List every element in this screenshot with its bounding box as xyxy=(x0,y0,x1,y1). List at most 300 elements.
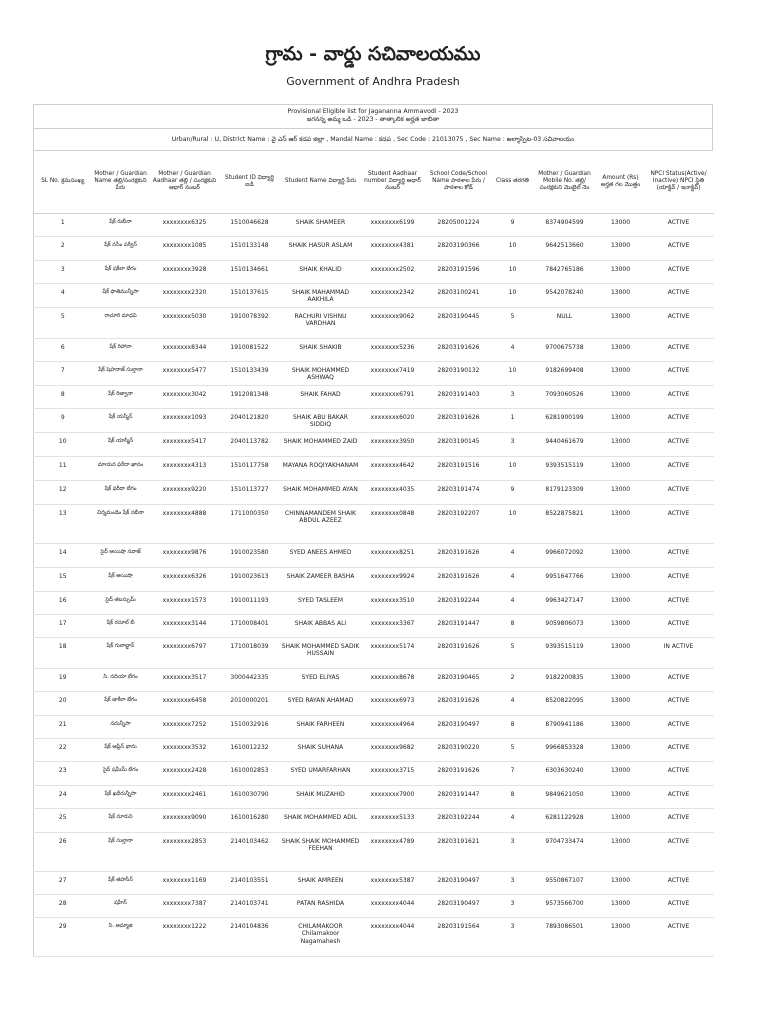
cell-amount: 13000 xyxy=(598,408,644,432)
cell-school-code: 28203191626 xyxy=(424,761,494,785)
cell-mother-aadhaar: xxxxxxxx2428 xyxy=(150,761,220,785)
cell-student-aadhaar: xxxxxxxx5236 xyxy=(362,338,424,361)
cell-school-code: 28203190445 xyxy=(424,307,494,338)
cell-amount: 13000 xyxy=(598,668,644,691)
col-mother-aadhaar: Mother / Guardian Aadhaar తల్లి / సంరక్షకుని ఆధార్ నంబర్ xyxy=(150,151,220,213)
cell-mother-aadhaar: xxxxxxxx2320 xyxy=(150,283,220,307)
cell-school-code: 28203191626 xyxy=(424,543,494,567)
cell-mother-aadhaar: xxxxxxxx9090 xyxy=(150,808,220,832)
cell-student-name: SYED ANEES AHMED xyxy=(280,543,362,567)
cell-school-code: 28203191626 xyxy=(424,567,494,591)
cell-school-code: 28203191626 xyxy=(424,408,494,432)
cell-student-name: SHAIK MOHAMMED AYAN xyxy=(280,480,362,504)
cell-npci-status: ACTIVE xyxy=(644,871,714,894)
table-row xyxy=(34,361,714,385)
cell-mother-aadhaar: xxxxxxxx1222 xyxy=(150,917,220,956)
cell-sl-no: 16 xyxy=(34,591,92,614)
cell-student-id: 2140104836 xyxy=(220,917,280,956)
cell-mother-aadhaar: xxxxxxxx6326 xyxy=(150,567,220,591)
cell-mother-aadhaar: xxxxxxxx1085 xyxy=(150,236,220,260)
cell-mother-aadhaar: xxxxxxxx6458 xyxy=(150,691,220,715)
cell-student-id: 1910011193 xyxy=(220,591,280,614)
cell-class: 3 xyxy=(494,871,532,894)
cell-school-code: 28203192207 xyxy=(424,504,494,543)
cell-student-aadhaar: xxxxxxxx2502 xyxy=(362,260,424,283)
cell-amount: 13000 xyxy=(598,361,644,385)
table-row xyxy=(34,808,714,832)
cell-student-name: RACHURI VISHNU VARDHAN xyxy=(280,307,362,338)
cell-mobile: 9704733474 xyxy=(532,832,598,871)
cell-student-aadhaar: xxxxxxxx6973 xyxy=(362,691,424,715)
cell-sl-no: 18 xyxy=(34,637,92,668)
cell-mother-name: చిన్నమండెం షేక్ సబీనా xyxy=(92,504,150,543)
cell-student-id: 1510046628 xyxy=(220,213,280,236)
cell-student-name: SYED UMARFARHAN xyxy=(280,761,362,785)
cell-student-id: 2010000201 xyxy=(220,691,280,715)
cell-npci-status: ACTIVE xyxy=(644,591,714,614)
cell-mother-name: షేక్ తహసీన్ xyxy=(92,871,150,894)
cell-student-id: 1910023613 xyxy=(220,567,280,591)
cell-class: 10 xyxy=(494,236,532,260)
cell-mother-name: షేక్ జాకీరా బేగం xyxy=(92,691,150,715)
cell-student-name: SYED RAYAN AHAMAD xyxy=(280,691,362,715)
cell-sl-no: 6 xyxy=(34,338,92,361)
cell-student-name: MAYANA ROQIYAKHANAM xyxy=(280,456,362,480)
table-row xyxy=(34,385,714,408)
cell-student-name: SHAIK MOHAMMED ASHWAQ xyxy=(280,361,362,385)
cell-student-aadhaar: xxxxxxxx4035 xyxy=(362,480,424,504)
cell-amount: 13000 xyxy=(598,385,644,408)
table-row xyxy=(34,871,714,894)
cell-student-aadhaar: xxxxxxxx7419 xyxy=(362,361,424,385)
table-row xyxy=(34,917,714,956)
cell-student-id: 1910023580 xyxy=(220,543,280,567)
col-sl-no: SL No. క్రమసంఖ్య xyxy=(34,151,92,213)
cell-class: 5 xyxy=(494,637,532,668)
cell-student-id: 1510134661 xyxy=(220,260,280,283)
cell-mother-name: షేక్ ఖదీరున్నీసా xyxy=(92,785,150,808)
cell-class: 4 xyxy=(494,543,532,567)
cell-student-aadhaar: xxxxxxxx8251 xyxy=(362,543,424,567)
cell-school-code: 28203192244 xyxy=(424,808,494,832)
cell-amount: 13000 xyxy=(598,832,644,871)
cell-mother-name: సైద్ షమీమ్ బేగం xyxy=(92,761,150,785)
cell-amount: 13000 xyxy=(598,236,644,260)
table-row xyxy=(34,260,714,283)
cell-student-id: 1510113727 xyxy=(220,480,280,504)
cell-school-code: 28203100241 xyxy=(424,283,494,307)
cell-student-name: SHAIK ABBAS ALI xyxy=(280,614,362,637)
cell-mother-name: షేక్ యాస్మీన్ xyxy=(92,432,150,456)
cell-class: 7 xyxy=(494,761,532,785)
list-info-box xyxy=(33,104,713,151)
cell-sl-no: 7 xyxy=(34,361,92,385)
cell-class: 10 xyxy=(494,456,532,480)
table-body xyxy=(34,213,714,956)
cell-mobile: 8790941186 xyxy=(532,715,598,738)
cell-school-code: 28203190497 xyxy=(424,715,494,738)
cell-amount: 13000 xyxy=(598,504,644,543)
cell-mother-name: షేక్ నూరుని xyxy=(92,808,150,832)
cell-student-id: 1710008401 xyxy=(220,614,280,637)
cell-mobile: 9182200835 xyxy=(532,668,598,691)
cell-student-name: CHILAMAKOOR Chilamakoor Nagamahesh xyxy=(280,917,362,956)
page-title-english: Government of Andhra Pradesh xyxy=(286,75,460,88)
cell-mother-name: మాయన ఫరీదా ఖానం xyxy=(92,456,150,480)
col-npci-status: NPCI Status(Active/ Inactive) NPCI స్థితి (యాక్టివ్ / ఇనాక్టివ్) xyxy=(644,151,714,213)
cell-student-id: 1910078392 xyxy=(220,307,280,338)
table-row xyxy=(34,614,714,637)
cell-school-code: 28203190497 xyxy=(424,871,494,894)
cell-mother-name: షేక్ రిజ్వానా xyxy=(92,385,150,408)
cell-student-id: 1610002853 xyxy=(220,761,280,785)
cell-school-code: 28203191626 xyxy=(424,637,494,668)
cell-amount: 13000 xyxy=(598,637,644,668)
cell-school-code: 28203191626 xyxy=(424,691,494,715)
cell-amount: 13000 xyxy=(598,307,644,338)
cell-student-aadhaar: xxxxxxxx0848 xyxy=(362,504,424,543)
cell-student-id: 1910081522 xyxy=(220,338,280,361)
cell-student-name: SHAIK MUZAHID xyxy=(280,785,362,808)
cell-npci-status: ACTIVE xyxy=(644,385,714,408)
cell-npci-status: ACTIVE xyxy=(644,808,714,832)
cell-school-code: 28203191447 xyxy=(424,785,494,808)
cell-class: 8 xyxy=(494,785,532,808)
cell-school-code: 28203192244 xyxy=(424,591,494,614)
cell-student-aadhaar: xxxxxxxx3367 xyxy=(362,614,424,637)
cell-mother-name: సైద్ తబస్సుమ్ xyxy=(92,591,150,614)
cell-student-aadhaar: xxxxxxxx7900 xyxy=(362,785,424,808)
cell-class: 9 xyxy=(494,213,532,236)
cell-class: 8 xyxy=(494,715,532,738)
cell-school-code: 28203191516 xyxy=(424,456,494,480)
cell-student-name: SHAIK KHALID xyxy=(280,260,362,283)
cell-student-id: 1510133148 xyxy=(220,236,280,260)
cell-mother-aadhaar: xxxxxxxx5417 xyxy=(150,432,220,456)
cell-mobile: 6303630240 xyxy=(532,761,598,785)
cell-npci-status: ACTIVE xyxy=(644,567,714,591)
cell-mobile: 9642513660 xyxy=(532,236,598,260)
cell-mobile: 9059806073 xyxy=(532,614,598,637)
table-row xyxy=(34,543,714,567)
cell-sl-no: 12 xyxy=(34,480,92,504)
cell-student-aadhaar: xxxxxxxx8678 xyxy=(362,668,424,691)
cell-school-code: 28203191621 xyxy=(424,832,494,871)
cell-student-id: 1610030790 xyxy=(220,785,280,808)
cell-student-aadhaar: xxxxxxxx9062 xyxy=(362,307,424,338)
cell-student-aadhaar: xxxxxxxx5174 xyxy=(362,637,424,668)
cell-student-id: 2140103741 xyxy=(220,894,280,917)
cell-amount: 13000 xyxy=(598,260,644,283)
cell-class: 4 xyxy=(494,591,532,614)
cell-mother-aadhaar: xxxxxxxx6797 xyxy=(150,637,220,668)
cell-student-aadhaar: xxxxxxxx5387 xyxy=(362,871,424,894)
cell-npci-status: ACTIVE xyxy=(644,715,714,738)
cell-student-id: 1610012232 xyxy=(220,738,280,761)
cell-student-aadhaar: xxxxxxxx6791 xyxy=(362,385,424,408)
cell-student-id: 2040113782 xyxy=(220,432,280,456)
cell-student-name: SHAIK MOHAMMED ZAID xyxy=(280,432,362,456)
page-title-telugu: గ్రామ - వార్డు సచివాలయము xyxy=(265,43,481,65)
cell-amount: 13000 xyxy=(598,480,644,504)
cell-class: 3 xyxy=(494,832,532,871)
cell-mother-name: షేక్ ఫాతిమున్నీసా xyxy=(92,283,150,307)
cell-school-code: 28203190497 xyxy=(424,894,494,917)
cell-student-name: SHAIK SHAMEER xyxy=(280,213,362,236)
cell-student-aadhaar: xxxxxxxx2342 xyxy=(362,283,424,307)
cell-mobile: 9700675738 xyxy=(532,338,598,361)
cell-mother-aadhaar: xxxxxxxx3517 xyxy=(150,668,220,691)
cell-amount: 13000 xyxy=(598,738,644,761)
cell-mother-name: నదున్నీసా xyxy=(92,715,150,738)
cell-school-code: 28203190465 xyxy=(424,668,494,691)
cell-sl-no: 29 xyxy=(34,917,92,956)
list-title-block xyxy=(34,105,712,129)
cell-amount: 13000 xyxy=(598,456,644,480)
cell-sl-no: 22 xyxy=(34,738,92,761)
cell-school-code: 28203190220 xyxy=(424,738,494,761)
cell-npci-status: ACTIVE xyxy=(644,894,714,917)
cell-amount: 13000 xyxy=(598,691,644,715)
cell-mother-aadhaar: xxxxxxxx1169 xyxy=(150,871,220,894)
cell-mother-name: రాచూరి మాధవి xyxy=(92,307,150,338)
cell-student-id: 1912081348 xyxy=(220,385,280,408)
cell-mother-name: షేక్ నసీం పర్వీన్ xyxy=(92,236,150,260)
col-mother-name: Mother / Guardian Name తల్లి/సంరక్షకుని పేరు xyxy=(92,151,150,213)
cell-npci-status: ACTIVE xyxy=(644,614,714,637)
table-row xyxy=(34,338,714,361)
cell-school-code: 28203191626 xyxy=(424,338,494,361)
cell-amount: 13000 xyxy=(598,785,644,808)
table-row xyxy=(34,432,714,456)
cell-student-id: 1710018039 xyxy=(220,637,280,668)
cell-class: 3 xyxy=(494,917,532,956)
cell-student-name: SHAIK SHAIK MOHAMMED FEEHAN xyxy=(280,832,362,871)
cell-sl-no: 2 xyxy=(34,236,92,260)
cell-sl-no: 25 xyxy=(34,808,92,832)
cell-student-name: SHAIK SHAKIB xyxy=(280,338,362,361)
cell-student-name: SHAIK FARHEEN xyxy=(280,715,362,738)
cell-amount: 13000 xyxy=(598,567,644,591)
cell-sl-no: 10 xyxy=(34,432,92,456)
cell-mother-aadhaar: xxxxxxxx1573 xyxy=(150,591,220,614)
cell-sl-no: 4 xyxy=(34,283,92,307)
cell-npci-status: ACTIVE xyxy=(644,432,714,456)
table-row xyxy=(34,456,714,480)
cell-sl-no: 14 xyxy=(34,543,92,567)
cell-sl-no: 13 xyxy=(34,504,92,543)
cell-npci-status: ACTIVE xyxy=(644,361,714,385)
cell-mobile: 8520822095 xyxy=(532,691,598,715)
table-row xyxy=(34,283,714,307)
cell-mobile: 7842765186 xyxy=(532,260,598,283)
cell-mobile: 9849621050 xyxy=(532,785,598,808)
cell-mother-aadhaar: xxxxxxxx5477 xyxy=(150,361,220,385)
table-row xyxy=(34,408,714,432)
cell-student-id: 3000442335 xyxy=(220,668,280,691)
cell-class: 9 xyxy=(494,480,532,504)
cell-mobile: 8522875821 xyxy=(532,504,598,543)
cell-mother-aadhaar: xxxxxxxx3928 xyxy=(150,260,220,283)
cell-student-id: 2040121820 xyxy=(220,408,280,432)
cell-amount: 13000 xyxy=(598,432,644,456)
cell-mother-name: షహీన్ xyxy=(92,894,150,917)
cell-mother-name: షేక్ రసూల్ బీ xyxy=(92,614,150,637)
cell-mobile: 9951647766 xyxy=(532,567,598,591)
cell-mobile: 8374904599 xyxy=(532,213,598,236)
cell-class: 2 xyxy=(494,668,532,691)
cell-student-aadhaar: xxxxxxxx3950 xyxy=(362,432,424,456)
table-row xyxy=(34,715,714,738)
cell-mother-name: సైద్ ఆయిషా నవాజ్ xyxy=(92,543,150,567)
cell-student-id: 1510137615 xyxy=(220,283,280,307)
cell-student-name: SHAIK MAHAMMAD AAKHILA xyxy=(280,283,362,307)
cell-mother-aadhaar: xxxxxxxx9876 xyxy=(150,543,220,567)
cell-npci-status: ACTIVE xyxy=(644,761,714,785)
cell-student-aadhaar: xxxxxxxx4044 xyxy=(362,894,424,917)
cell-school-code: 28203190132 xyxy=(424,361,494,385)
cell-npci-status: ACTIVE xyxy=(644,236,714,260)
cell-class: 4 xyxy=(494,691,532,715)
col-student-name: Student Name విద్యార్థి పేరు xyxy=(280,151,362,213)
cell-mobile: 9963427147 xyxy=(532,591,598,614)
cell-npci-status: ACTIVE xyxy=(644,456,714,480)
cell-mother-name: షేక్ యస్మీన్ xyxy=(92,408,150,432)
cell-npci-status: ACTIVE xyxy=(644,504,714,543)
cell-mother-name: షేక్ ఆయిషా xyxy=(92,567,150,591)
cell-amount: 13000 xyxy=(598,614,644,637)
cell-student-aadhaar: xxxxxxxx5133 xyxy=(362,808,424,832)
col-class: Class తరగతి xyxy=(494,151,532,213)
cell-amount: 13000 xyxy=(598,213,644,236)
cell-mother-aadhaar: xxxxxxxx3144 xyxy=(150,614,220,637)
cell-mother-aadhaar: xxxxxxxx4888 xyxy=(150,504,220,543)
cell-mobile: 9393515119 xyxy=(532,456,598,480)
table-row xyxy=(34,738,714,761)
cell-mother-name: షేక్ ఆఫ్రీన్ భాను xyxy=(92,738,150,761)
cell-mother-aadhaar: xxxxxxxx2853 xyxy=(150,832,220,871)
cell-mother-aadhaar: xxxxxxxx3532 xyxy=(150,738,220,761)
cell-npci-status: ACTIVE xyxy=(644,543,714,567)
table-row xyxy=(34,307,714,338)
cell-student-name: CHINNAMANDEM SHAIK ABDUL AZEEZ xyxy=(280,504,362,543)
cell-sl-no: 3 xyxy=(34,260,92,283)
cell-sl-no: 26 xyxy=(34,832,92,871)
cell-npci-status: ACTIVE xyxy=(644,832,714,871)
cell-amount: 13000 xyxy=(598,894,644,917)
cell-mother-name: షేక్ షెహనాజ్ సుల్తానా xyxy=(92,361,150,385)
table-row xyxy=(34,480,714,504)
cell-student-id: 1510032916 xyxy=(220,715,280,738)
cell-npci-status: ACTIVE xyxy=(644,408,714,432)
cell-school-code: 28203191474 xyxy=(424,480,494,504)
cell-student-aadhaar: xxxxxxxx3715 xyxy=(362,761,424,785)
cell-mother-name: షేక్ రుబీనా xyxy=(92,213,150,236)
cell-class: 5 xyxy=(494,738,532,761)
cell-amount: 13000 xyxy=(598,917,644,956)
cell-mobile: 9966072092 xyxy=(532,543,598,567)
cell-npci-status: ACTIVE xyxy=(644,785,714,808)
cell-sl-no: 28 xyxy=(34,894,92,917)
cell-sl-no: 21 xyxy=(34,715,92,738)
table-row xyxy=(34,637,714,668)
cell-amount: 13000 xyxy=(598,283,644,307)
cell-student-aadhaar: xxxxxxxx3510 xyxy=(362,591,424,614)
cell-student-name: SHAIK SUHANA xyxy=(280,738,362,761)
cell-student-id: 1610016280 xyxy=(220,808,280,832)
table-row xyxy=(34,504,714,543)
cell-student-name: SHAIK MOHAMMED SADIK HUSSAIN xyxy=(280,637,362,668)
cell-amount: 13000 xyxy=(598,715,644,738)
cell-npci-status: ACTIVE xyxy=(644,738,714,761)
cell-student-aadhaar: xxxxxxxx4642 xyxy=(362,456,424,480)
cell-student-id: 1711000350 xyxy=(220,504,280,543)
table-row xyxy=(34,213,714,236)
table-row xyxy=(34,236,714,260)
cell-sl-no: 9 xyxy=(34,408,92,432)
table-row xyxy=(34,591,714,614)
cell-mother-name: షేక్ ఫరీదా బేగం xyxy=(92,480,150,504)
cell-mobile: 9573566700 xyxy=(532,894,598,917)
cell-mother-name: సి. అమ్మాజి xyxy=(92,917,150,956)
cell-mobile: 7093060526 xyxy=(532,385,598,408)
cell-mobile: 6281122928 xyxy=(532,808,598,832)
cell-mobile: 9393515119 xyxy=(532,637,598,668)
cell-mother-aadhaar: xxxxxxxx2461 xyxy=(150,785,220,808)
cell-school-code: 28203190145 xyxy=(424,432,494,456)
cell-class: 3 xyxy=(494,894,532,917)
table-row xyxy=(34,832,714,871)
cell-mobile: NULL xyxy=(532,307,598,338)
cell-amount: 13000 xyxy=(598,871,644,894)
cell-school-code: 28203191596 xyxy=(424,260,494,283)
cell-school-code: 28203190366 xyxy=(424,236,494,260)
cell-mobile: 9542078240 xyxy=(532,283,598,307)
cell-class: 8 xyxy=(494,614,532,637)
cell-student-id: 2140103462 xyxy=(220,832,280,871)
cell-student-name: SHAIK HASUR ASLAM xyxy=(280,236,362,260)
cell-mother-name: సి. నదియా బేగం xyxy=(92,668,150,691)
cell-mother-aadhaar: xxxxxxxx9220 xyxy=(150,480,220,504)
cell-sl-no: 17 xyxy=(34,614,92,637)
cell-school-code: 28203191403 xyxy=(424,385,494,408)
table-row xyxy=(34,761,714,785)
cell-student-aadhaar: xxxxxxxx4964 xyxy=(362,715,424,738)
cell-student-id: 2140103551 xyxy=(220,871,280,894)
cell-mobile: 6281900199 xyxy=(532,408,598,432)
cell-sl-no: 11 xyxy=(34,456,92,480)
cell-student-aadhaar: xxxxxxxx4044 xyxy=(362,917,424,956)
col-amount: Amount (Rs) అర్హత గల మొత్తం xyxy=(598,151,644,213)
cell-student-name: SHAIK FAHAD xyxy=(280,385,362,408)
cell-student-name: SYED TASLEEM xyxy=(280,591,362,614)
col-school-code: School Code/School Name పాఠశాల పేరు / పాఠశాల కోడ్ xyxy=(424,151,494,213)
cell-class: 10 xyxy=(494,361,532,385)
cell-amount: 13000 xyxy=(598,543,644,567)
cell-class: 10 xyxy=(494,260,532,283)
cell-npci-status: ACTIVE xyxy=(644,213,714,236)
cell-sl-no: 23 xyxy=(34,761,92,785)
col-student-aadhaar: Student Aadhaar number విద్యార్థి ఆధార్ నంబర్ xyxy=(362,151,424,213)
cell-mother-aadhaar: xxxxxxxx1093 xyxy=(150,408,220,432)
cell-sl-no: 15 xyxy=(34,567,92,591)
cell-student-name: SHAIK MOHAMMED ADIL xyxy=(280,808,362,832)
cell-mother-aadhaar: xxxxxxxx6325 xyxy=(150,213,220,236)
cell-sl-no: 19 xyxy=(34,668,92,691)
cell-student-name: SHAIK AMREEN xyxy=(280,871,362,894)
cell-amount: 13000 xyxy=(598,808,644,832)
cell-mobile: 8179123309 xyxy=(532,480,598,504)
